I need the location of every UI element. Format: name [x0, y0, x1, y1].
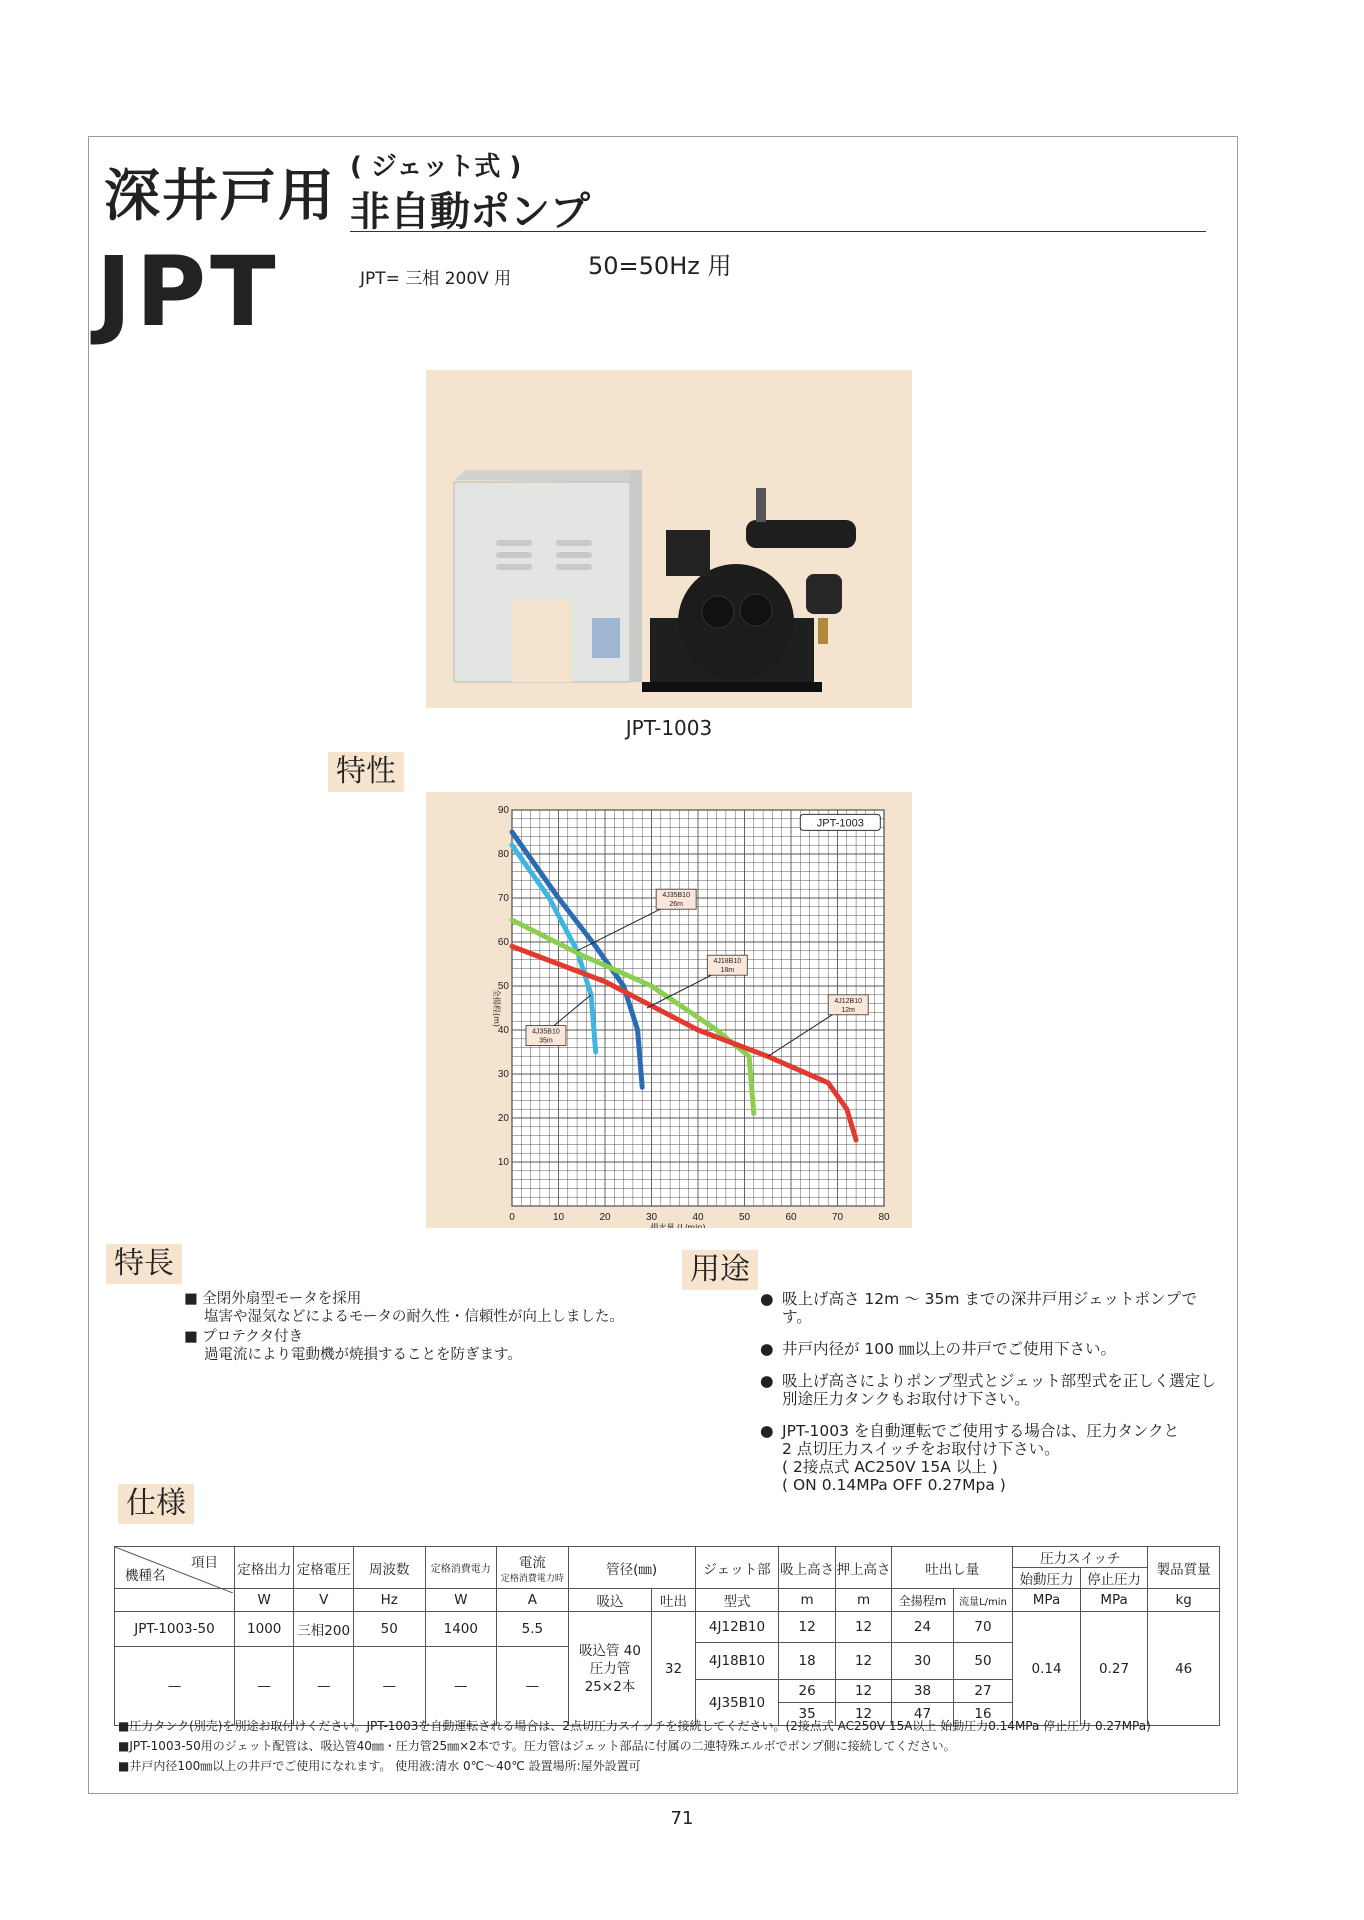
y-tick-label: 50 — [497, 981, 509, 992]
unit-row: W V Hz W A 吸込 吐出 型式 m m 全揚程m 流量L/min MPa MPa kg — [115, 1589, 1220, 1612]
photo-caption: JPT-1003 — [625, 716, 713, 740]
header-frequency: 周波数 — [353, 1547, 425, 1589]
annotation-text: 4J35B10 — [662, 892, 690, 900]
header-off: 停止圧力 — [1080, 1568, 1148, 1589]
pump-illustration — [426, 370, 912, 708]
bullet-icon: ● — [760, 1290, 774, 1308]
x-tick-label: 80 — [878, 1212, 890, 1223]
annotation-text: 18m — [720, 967, 735, 975]
bullet-icon: ● — [760, 1340, 774, 1358]
y-axis-label: 全揚程(m) — [492, 988, 501, 1028]
spec-table — [114, 1546, 1220, 1726]
table-row: 35 12 47 16 — [115, 1703, 1220, 1726]
y-tick-label: 70 — [497, 893, 509, 904]
header-discharge: 吐出し量 — [892, 1547, 1013, 1589]
y-tick-label: 80 — [497, 849, 509, 860]
table-row: 4J35B10 26 12 38 27 — [115, 1680, 1220, 1703]
bullet-icon: ● — [760, 1422, 774, 1440]
notes — [118, 1716, 1151, 1776]
header-power: 定格消費電力 — [425, 1547, 497, 1589]
x-tick-label: 40 — [692, 1212, 704, 1223]
frequency-note: 50=50Hz 用 — [588, 252, 732, 280]
performance-chart — [426, 792, 912, 1228]
x-tick-label: 70 — [831, 1212, 844, 1223]
table-row: JPT-1003-50 1000 三相200 50 1400 5.5 吸込管 40 圧力管 25×2本 32 4J12B10 12 12 24 70 0.14 0.27 46 — [115, 1612, 1220, 1643]
feature-item — [184, 1290, 624, 1326]
note-line: ■井戸内径100㎜以上の井戸でご使用になれます。 使用液:清水 0℃〜40℃ 設置場所:屋外設置可 — [118, 1759, 641, 1773]
x-axis-label: 揚水量 (L/min) — [650, 1223, 706, 1228]
section-specs: 仕様 — [118, 1484, 194, 1524]
header-voltage: 定格電圧 — [294, 1547, 353, 1589]
page-title: 深井戸用 — [104, 164, 336, 229]
feature-head: ■ プロテクタ付き — [184, 1329, 303, 1345]
chart-label-text: JPT-1003 — [816, 817, 864, 830]
header-pipe: 管径(㎜) — [568, 1547, 695, 1589]
bullet-icon: ● — [760, 1372, 774, 1390]
table-row: — — — — — — — [115, 1647, 1220, 1680]
y-tick-label: 60 — [497, 937, 509, 948]
use-item: ● 井戸内径が 100 ㎜以上の井戸でご使用下さい。 — [760, 1340, 1116, 1358]
annotation-text: 12m — [841, 1006, 856, 1014]
model-heading: JPT — [96, 236, 280, 348]
note-line: ■圧力タンク(別売)を別途お取付けください。JPT-1003を自動運転される場合は、2点切圧力スイッチを接続してください。(2接点式 AC250V 15A以上 始動圧力0.14MPa 停止圧力 0.27MPa) — [118, 1719, 1151, 1733]
chart-svg — [426, 792, 912, 1228]
section-characteristics: 特性 — [328, 752, 404, 792]
annotation-text: 35m — [539, 1037, 553, 1045]
header-suction: 吸上高さ — [779, 1547, 835, 1589]
x-tick-label: 50 — [738, 1212, 751, 1223]
section-features: 特長 — [106, 1244, 182, 1284]
pipe-cell: 吸込管 40 圧力管 25×2本 — [568, 1612, 652, 1726]
annotation-text: 26m — [669, 901, 683, 909]
y-tick-label: 40 — [497, 1025, 509, 1036]
pump-type-label: ( ジェット式 ) — [350, 152, 522, 182]
x-tick-label: 10 — [552, 1212, 565, 1223]
x-tick-label: 20 — [599, 1212, 611, 1223]
header-switch: 圧力スイッチ — [1013, 1547, 1148, 1568]
feature-body: 塩害や湿気などによるモータの耐久性・信頼性が向上しました。 — [204, 1309, 624, 1325]
y-tick-label: 20 — [497, 1113, 509, 1124]
y-tick-label: 90 — [497, 805, 509, 816]
table-corner: 項目 機種名 — [115, 1547, 235, 1589]
x-tick-label: 0 — [509, 1212, 515, 1223]
feature-list — [184, 1290, 624, 1366]
product-photo — [426, 370, 912, 708]
header-push: 押上高さ — [835, 1547, 891, 1589]
header-current: 電流 定格消費電力時 — [497, 1547, 569, 1589]
pump-name-label: 非自動ポンプ — [350, 189, 590, 235]
use-list — [760, 1290, 1220, 1508]
page-number: 71 — [670, 1808, 694, 1829]
header-jet: ジェット部 — [695, 1547, 779, 1589]
section-uses: 用途 — [682, 1250, 758, 1290]
header-on: 始動圧力 — [1013, 1568, 1081, 1589]
annotation-text: 4J18B10 — [713, 958, 742, 966]
header-mass: 製品質量 — [1148, 1547, 1220, 1589]
x-tick-label: 60 — [785, 1212, 797, 1223]
table-row: 4J18B10 18 12 30 50 — [115, 1643, 1220, 1647]
feature-item — [184, 1328, 624, 1364]
use-item: ● JPT-1003 を自動運転でご使用する場合は、圧力タンクと 2 点切圧力スイッチをお取付け下さい。 ( 2接点式 AC250V 15A 以上 ) ( ON 0.14MPa OFF 0.27Mpa ) — [760, 1422, 1180, 1494]
title-divider — [350, 231, 1206, 232]
feature-head: ■ 全閉外扇型モータを採用 — [184, 1291, 362, 1307]
use-item: ● 吸上げ高さ 12m 〜 35m までの深井戸用ジェットポンプです。 — [760, 1290, 1198, 1326]
x-tick-label: 30 — [645, 1212, 658, 1223]
use-item: ● 吸上げ高さによりポンプ型式とジェット部型式を正しく選定し 別途圧力タンクもお取付け下さい。 — [760, 1372, 1216, 1408]
annotation-text: 4J35B10 — [532, 1028, 560, 1036]
voltage-note: JPT= 三相 200V 用 — [360, 269, 512, 289]
y-tick-label: 30 — [497, 1069, 509, 1080]
feature-body: 過電流により電動機が焼損することを防ぎます。 — [204, 1347, 522, 1363]
y-tick-label: 10 — [497, 1157, 509, 1168]
annotation-text: 4J12B10 — [834, 997, 863, 1005]
note-line: ■JPT-1003-50用のジェット配管は、吸込管40㎜・圧力管25㎜×2本です。圧力管はジェット部品に付属の二連特殊エルボでポンプ側に接続してください。 — [118, 1739, 956, 1753]
header-output: 定格出力 — [234, 1547, 293, 1589]
